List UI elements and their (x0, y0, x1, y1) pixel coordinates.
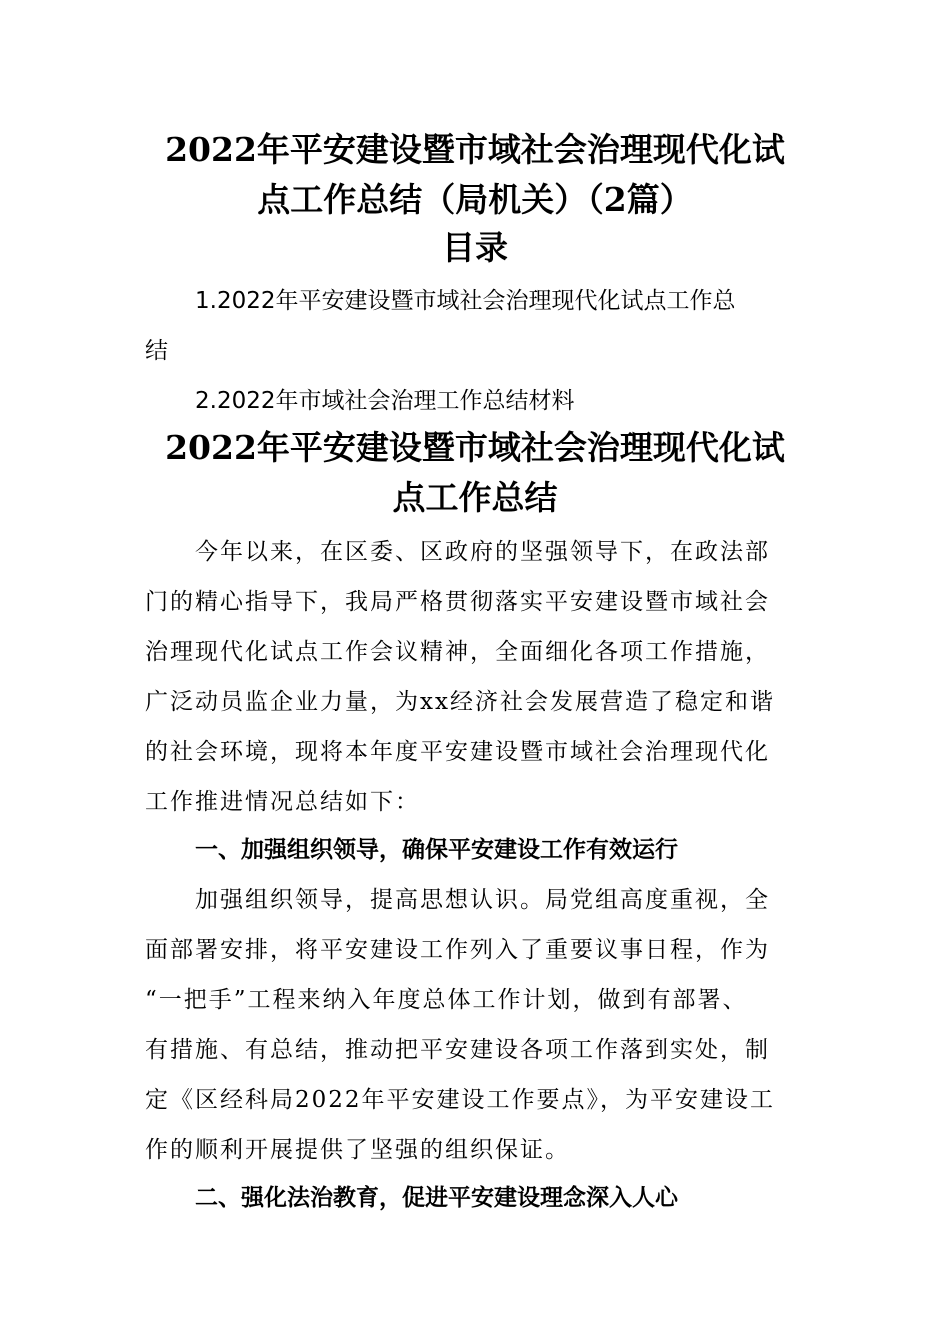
article-title-line1: 2022年平安建设暨市域社会治理现代化试 (165, 428, 785, 467)
section-heading-1: 一、加强组织领导，确保平安建设工作有效运行 (195, 837, 678, 863)
section1-line: 作的顺利开展提供了坚强的组织保证。 (145, 1137, 570, 1163)
doc-title-line2: 点工作总结（局机关）（2篇） (257, 180, 693, 219)
toc-item-1-line1: 1.2022年平安建设暨市域社会治理现代化试点工作总 (195, 288, 736, 314)
section1-line: 定《区经科局2022年平安建设工作要点》，为平安建设工 (145, 1087, 776, 1113)
intro-line: 广泛动员监企业力量，为xx经济社会发展营造了稳定和谐 (145, 689, 775, 715)
intro-line: 今年以来，在区委、区政府的坚强领导下，在政法部 (195, 539, 770, 565)
toc-item-1-line2: 结 (145, 338, 168, 364)
intro-line: 治理现代化试点工作会议精神，全面细化各项工作措施， (145, 639, 770, 665)
article-title-line2: 点工作总结 (392, 478, 558, 517)
doc-title-line1: 2022年平安建设暨市域社会治理现代化试 (165, 130, 785, 169)
intro-line: 门的精心指导下，我局严格贯彻落实平安建设暨市域社会 (145, 589, 770, 615)
toc-title: 目录 (442, 228, 508, 267)
intro-line: 工作推进情况总结如下： (145, 789, 420, 815)
section1-line: “一把手”工程来纳入年度总体工作计划，做到有部署、 (145, 987, 748, 1013)
section1-line: 面部署安排，将平安建设工作列入了重要议事日程，作为 (145, 937, 770, 963)
section1-line: 加强组织领导，提高思想认识。局党组高度重视，全 (195, 887, 770, 913)
section-heading-2: 二、强化法治教育，促进平安建设理念深入人心 (195, 1185, 678, 1211)
intro-line: 的社会环境，现将本年度平安建设暨市域社会治理现代化 (145, 739, 770, 765)
toc-item-2: 2.2022年市域社会治理工作总结材料 (195, 388, 575, 414)
section1-line: 有措施、有总结，推动把平安建设各项工作落到实处，制 (145, 1037, 770, 1063)
